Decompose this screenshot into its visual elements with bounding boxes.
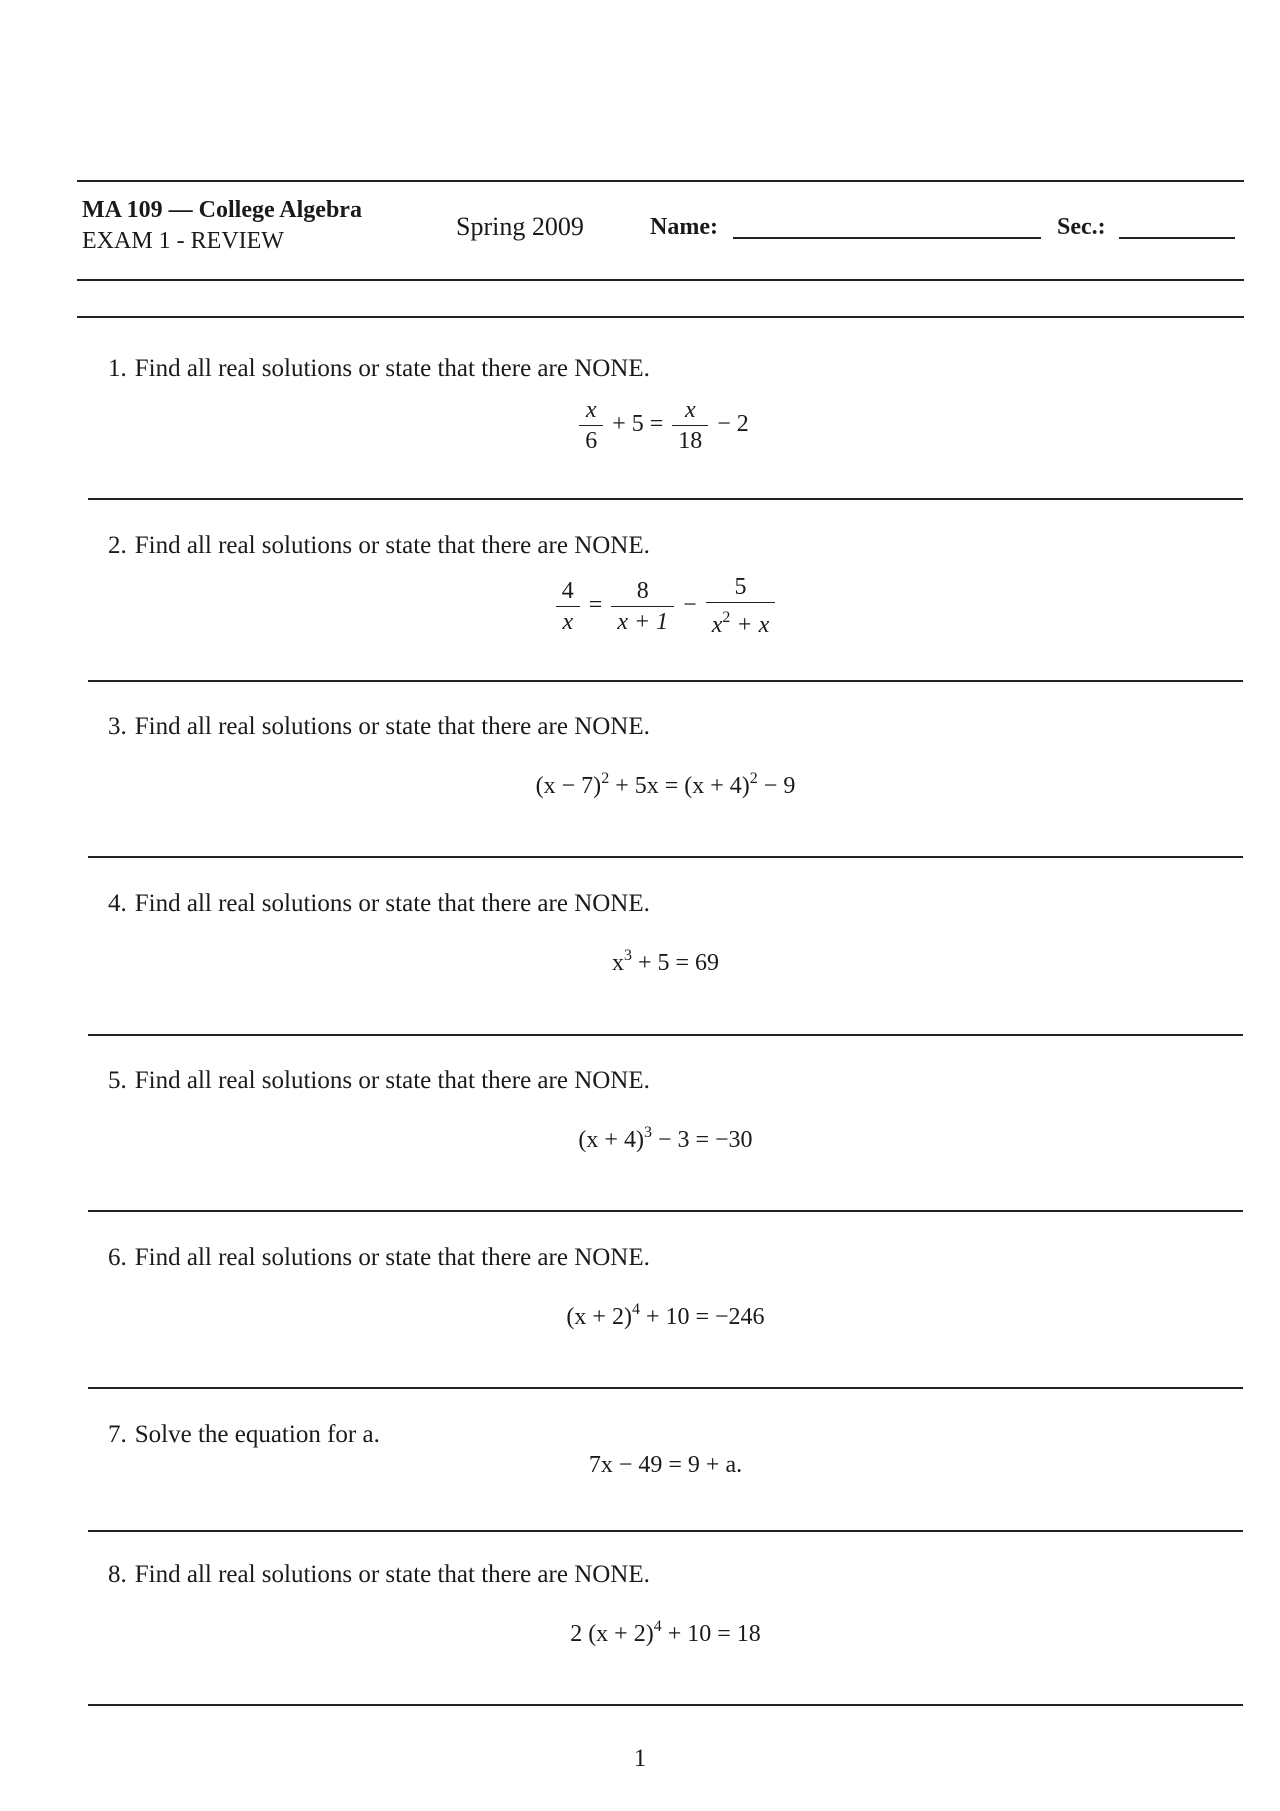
problem-separator <box>88 680 1243 682</box>
fraction-4-over-x: $\frac{4}{x}$ <box>556 576 580 637</box>
problem-separator <box>88 1704 1243 1706</box>
equation-5: $(x + 4)^3 - 3 = -30$ <box>578 1124 753 1153</box>
problem-statement: Solve the equation for a. <box>134 1421 380 1448</box>
name-label: Name: <box>650 214 718 240</box>
problem-separator <box>88 1387 1243 1389</box>
problem-number: 2. <box>108 532 127 559</box>
course-title: MA 109 — College Algebra <box>82 197 362 223</box>
problem-statement: Find all real solutions or state that there are NONE. <box>134 1244 650 1271</box>
equation-6: $(x + 2)^4 + 10 = -246$ <box>566 1301 765 1330</box>
term-label: Spring 2009 <box>456 212 584 241</box>
problem-number: 4. <box>108 890 127 917</box>
fraction-8-over-x-plus-1: $\frac{8}{x + 1}$ <box>611 576 674 637</box>
problem-number: 6. <box>108 1244 127 1271</box>
equation-7: 7x − 49 = 9 + a. <box>588 1452 743 1478</box>
exam-title: EXAM 1 - REVIEW <box>82 228 284 254</box>
problem-separator <box>88 856 1243 858</box>
header-top-rule <box>77 180 1244 182</box>
problem-separator <box>88 1034 1243 1036</box>
section-label: Sec.: <box>1057 214 1106 240</box>
problem-statement: Find all real solutions or state that there are NONE. <box>134 1067 650 1094</box>
problem-number: 8. <box>108 1561 127 1588</box>
problem-separator <box>88 1210 1243 1212</box>
equation-4: $x^3 + 5 = 69$ <box>611 947 720 976</box>
equation-2: $\frac{4}{x}$ = $\frac{8}{x + 1}$ − $\frac{5}{x^2 + x}$ <box>88 572 1243 640</box>
problem-statement: Find all real solutions or state that there are NONE. <box>134 355 650 382</box>
exam-header <box>77 195 1244 273</box>
equation-3: $(x - 7)^2 + 5x = (x + 4)^2 - 9$ <box>535 770 796 799</box>
problem-separator <box>88 498 1243 500</box>
section-blank-line[interactable] <box>1119 237 1235 239</box>
fraction-x-over-18: $\frac{x}{18}$ <box>672 395 708 456</box>
fraction-5-over-x-squared-plus-x: $\frac{5}{x^2 + x}$ <box>706 572 776 640</box>
problem-separator <box>88 1530 1243 1532</box>
problem-number: 5. <box>108 1067 127 1094</box>
name-blank-line[interactable] <box>733 237 1041 239</box>
problem-number: 7. <box>108 1421 127 1448</box>
problem-statement: Find all real solutions or state that there are NONE. <box>134 890 650 917</box>
problem-number: 1. <box>108 355 127 382</box>
page-number: 1 <box>633 1745 647 1772</box>
header-separator-rule <box>77 316 1244 318</box>
equation-8: 2 $(x + 2)^4 + 10 = 18$ <box>570 1618 761 1647</box>
header-bottom-rule <box>77 279 1244 281</box>
equation-1: $\frac{x}{6}$ + 5 = $\frac{x}{18}$ − 2 <box>88 395 1243 456</box>
problem-number: 3. <box>108 713 127 740</box>
problem-statement: Find all real solutions or state that there are NONE. <box>134 713 650 740</box>
problem-statement: Find all real solutions or state that there are NONE. <box>134 1561 650 1588</box>
fraction-x-over-6: $\frac{x}{6}$ <box>579 395 603 456</box>
problem-statement: Find all real solutions or state that there are NONE. <box>134 532 650 559</box>
